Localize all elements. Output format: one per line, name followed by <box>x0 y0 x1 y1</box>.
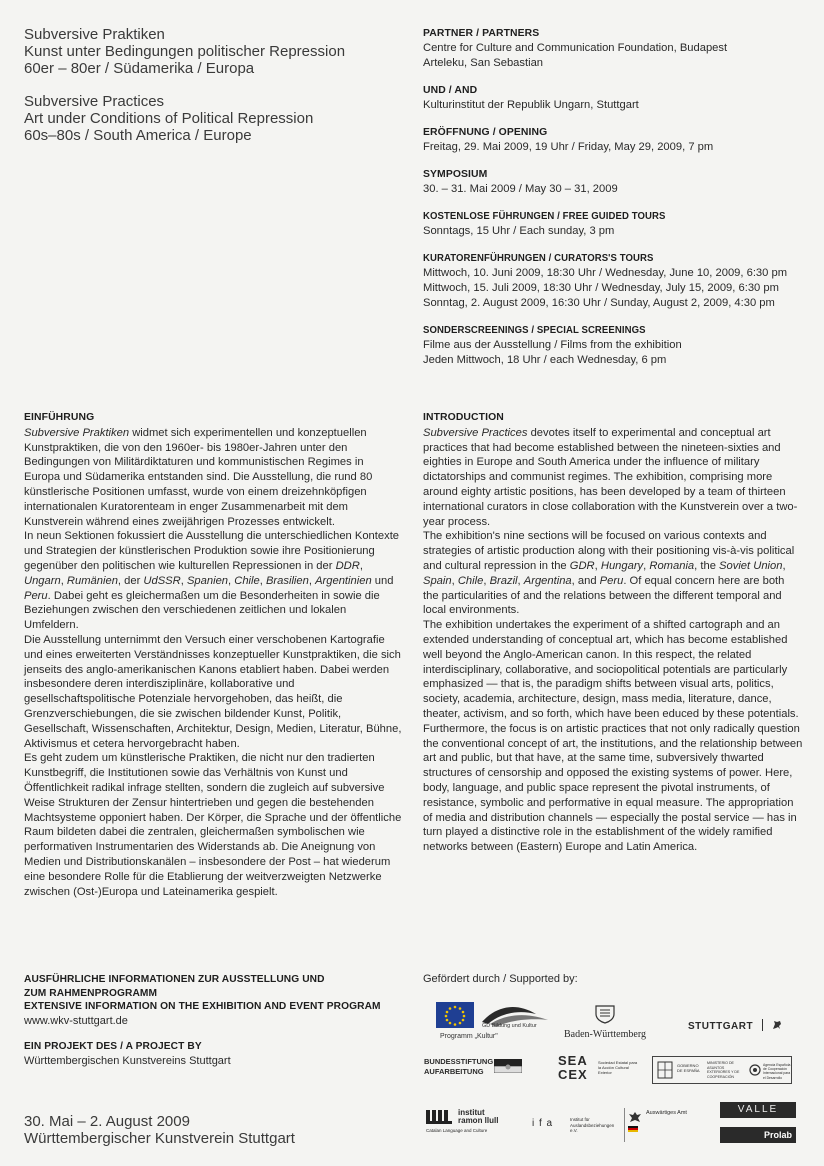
bundesstiftung-line-2: AUFARBEITUNG <box>424 1067 484 1076</box>
paragraph-text: . Of equal concern here are both the particularities of and the relations between the different temporal and local environments. <box>423 574 785 617</box>
paragraph-text: The exhibition's nine sections will be focused on various contexts and strategies of artistic production along with their positioning vis-à-vis political and cultural repression in the <box>423 530 795 572</box>
info-line: Sonntag, 2. August 2009, 16:30 Uhr / Sunday, August 2, 2009, 4:30 pm <box>423 297 775 309</box>
intro-en-paragraph-4: Furthermore, the focus is on artistic practices that not only radically question the conventional concept of art, the institutions, and the relationship between art and public, but that have, at the same time, subversively thwarted structures of censorship and opposed the existing systems of power. Here, body, language, and public space represent the pivotal instruments, of resistance, symbolic and performative in equal measure. The appropriation of media and distribution channels — especially the postal service — has in turn played a distinctive role in the establishment of the widely ramified networks between (Eastern) Europe and Latin America. <box>423 722 803 854</box>
title-en-line-1: Subversive Practices <box>24 93 165 110</box>
more-information-block <box>24 973 404 1068</box>
eagle-icon <box>628 1111 642 1125</box>
separator: , <box>308 574 316 587</box>
introduction-english <box>423 411 803 855</box>
llull-line-2: ramon llull <box>458 1116 499 1125</box>
intro-heading-de: EINFÜHRUNG <box>24 412 95 423</box>
info-line: Mittwoch, 10. Juni 2009, 18:30 Uhr / Wednesday, June 10, 2009, 6:30 pm <box>423 267 788 279</box>
exhibition-name-italic: Subversive Praktiken <box>24 426 130 439</box>
title-de-line-2: Kunst unter Bedingungen politischer Repression <box>24 43 346 60</box>
exhibition-dates: 30. Mai – 2. August 2009 <box>24 1113 190 1130</box>
country-name: GDR <box>569 559 595 572</box>
section-heading: ERÖFFNUNG / OPENING <box>423 127 548 138</box>
auswaertiges-label: Auswärtiges Amt <box>646 1110 687 1116</box>
info-line: Arteleku, San Sebastian <box>423 57 544 69</box>
country-name: Spanien <box>186 574 229 587</box>
gobierno-label: GOBIERNO DE ESPAÑA <box>677 1063 700 1073</box>
country-name: Brazil <box>489 574 518 587</box>
section-heading: KOSTENLOSE FÜHRUNGEN / FREE GUIDED TOURS <box>423 211 666 222</box>
separator: , <box>643 559 650 572</box>
paragraph-text: In neun Sektionen fokussiert die Ausstellung die unterschiedlichen Kontexte und Strategien der künstlerischen Produktion sowie ihre Positionierung gegenüber den politischen wie kulturellen Repressionen in der <box>24 530 400 572</box>
spanish-coat-of-arms-icon <box>656 1060 674 1080</box>
supported-by-label: Gefördert durch / Supported by: <box>423 973 578 985</box>
prolab-logo: Prolab <box>720 1127 796 1143</box>
separator: , <box>517 574 524 587</box>
info-line: Freitag, 29. Mai 2009, 19 Uhr / Friday, May 29, 2009, 7 pm <box>423 141 714 153</box>
separator: , <box>594 559 601 572</box>
bundesstiftung-line-1: BUNDESSTIFTUNG <box>424 1057 494 1066</box>
separator: , <box>180 574 187 587</box>
country-name: DDR <box>335 559 360 572</box>
partners-section <box>423 26 813 71</box>
baden-wuerttemberg-logo <box>560 1004 650 1040</box>
separator: , <box>451 574 458 587</box>
info-line: Centre for Culture and Communication Foundation, Budapest <box>423 42 728 54</box>
symposium-section <box>423 167 813 197</box>
separator: , der <box>117 574 144 587</box>
more-info-heading-1: AUSFÜHRLICHE INFORMATIONEN ZUR AUSSTELLUNG UND <box>24 974 325 985</box>
introduction-german <box>24 411 402 899</box>
info-line: Filme aus der Ausstellung / Films from the exhibition <box>423 339 682 351</box>
info-line: Mittwoch, 15. Juli 2009, 18:30 Uhr / Wednesday, July 15, 2009, 6:30 pm <box>423 282 779 294</box>
project-organizer: Württembergischen Kunstvereins Stuttgart <box>24 1054 231 1067</box>
llull-caption: Catalan Language and Culture <box>426 1128 488 1133</box>
and-section <box>423 83 813 113</box>
info-line: Sonntags, 15 Uhr / Each sunday, 3 pm <box>423 225 615 237</box>
more-info-heading-2: ZUM RAHMENPROGRAMM <box>24 987 158 999</box>
bw-label: Baden-Württemberg <box>563 1029 646 1040</box>
separator: , <box>782 559 786 572</box>
separator: , <box>259 574 266 587</box>
country-name: Peru <box>24 589 48 602</box>
ifa-caption: Institut für Auslandsbeziehungen e.V. <box>570 1117 615 1133</box>
info-line: Kulturinstitut der Republik Ungarn, Stuttgart <box>423 99 639 111</box>
section-heading: SYMPOSIUM <box>423 169 488 180</box>
ramon-llull-logo <box>426 1108 526 1144</box>
country-name: Ungarn <box>24 574 61 587</box>
website-link[interactable]: www.wkv-stuttgart.de <box>24 1014 128 1027</box>
section-heading: SONDERSCREENINGS / SPECIAL SCREENINGS <box>423 325 646 336</box>
country-name: Romania <box>649 559 695 572</box>
separator: , <box>228 574 235 587</box>
country-name: Rumänien <box>66 574 118 587</box>
aecid-icon <box>749 1064 761 1076</box>
horse-icon <box>771 1019 783 1031</box>
divider <box>624 1108 625 1142</box>
paragraph-text: devotes itself to experimental and conceptual art practices that had become established between the nineteen-sixties and eighties in Europe and South America under the influence of military dictatorships and communist regimes. The exhibition, comprising more around eighty artistic positions, has been developed by a team of thirteen international curators in close collaboration with the Kunstverein over a two-year process. <box>423 426 798 528</box>
intro-en-paragraph-2 <box>423 529 803 618</box>
paragraph-text: widmet sich experimentellen und konzeptuellen Kunstpraktiken, die von den 1960er- bis 1980er-Jahren unter den Bedingungen von Militärdiktaturen und kommunistischen Regimes in Europa und Südamerika entstanden sind. Die Ausstellung, die rund 80 künstlerische Positionen umfasst, wurde von einem dreizehnköpfigen internationalen Kuratorenteam in enger Zusammenarbeit mit dem Kunstverein während eines zweijährigen Prozesses entwickelt. <box>24 426 373 528</box>
coat-of-arms-icon <box>593 1004 617 1024</box>
separator: , <box>60 574 67 587</box>
title-de-line-3: 60er – 80er / Südamerika / Europa <box>24 60 255 77</box>
aecid-label: Agencia Española de Cooperación Internacional para el Desarrollo <box>763 1063 791 1080</box>
intro-de-paragraph-4: Es geht zudem um künstlerische Praktiken, die nicht nur den tradierten Kunstbegriff, die Institutionen sowie das Verhältnis von Kunst und Öffentlichkeit radikal infrage stellten, sondern die zugleich auf subversive Weise Strukturen der Zensur hintertrieben und gegen die bestehenden Machtsysteme opponiert haben. Der Körper, die Sprache und der öffentliche Raum bildeten dabei die zentralen, gleichermaßen symbolischen wie performativen Instrumentarien des Widerstands ab. Die Aneignung von Medien und Distributionskanälen – insbesondere der Post – hat wiederum eine besondere Rolle für die Etablierung der weitverzweigten Netzwerke zwischen (Ost-)Europa und Lateinamerika gespielt. <box>24 752 402 898</box>
valle-logo: VALLE <box>720 1102 796 1118</box>
info-line: Jeden Mittwoch, 18 Uhr / each Wednesday, 6 pm <box>423 354 667 366</box>
exhibition-venue: Württembergischer Kunstverein Stuttgart <box>24 1130 295 1147</box>
section-heading: KURATORENFÜHRUNGEN / CURATORS'S TOURS <box>423 253 654 264</box>
separator: , <box>483 574 490 587</box>
seacex-caption: Sociedad Estatal para la Acción Cultural Exterior <box>598 1060 638 1075</box>
exhibition-name-italic: Subversive Practices <box>423 426 528 439</box>
eu-caption: Programm „Kultur" <box>440 1033 498 1040</box>
bundesstiftung-mark-icon <box>494 1059 522 1073</box>
seacex-line-1: SEA <box>558 1053 588 1068</box>
more-info-heading-3: EXTENSIVE INFORMATION ON THE EXHIBITION AND EVENT PROGRAM <box>24 1001 381 1012</box>
country-name: Argentina <box>523 574 572 587</box>
info-line: 30. – 31. Mai 2009 / May 30 – 31, 2009 <box>423 183 618 195</box>
bundesstiftung-logo <box>424 1057 524 1083</box>
intro-heading-en: INTRODUCTION <box>423 412 504 423</box>
stuttgart-logo <box>688 1016 788 1036</box>
section-heading: PARTNER / PARTNERS <box>423 28 540 39</box>
intro-de-paragraph-2 <box>24 529 402 633</box>
separator: , and <box>571 574 600 587</box>
intro-en-paragraph-3: The exhibition undertakes the experiment of a shifted cartograph and an extended understanding of conceptual art, which has become established well beyond the Anglo-American canon. In this respect, the related interdisciplinary, collaborative, and sociopolitical potentials are particularly emphasized — that is, the paradigm shifts between visual arts, politics, society, academia, architecture, design, mass media, literature, dance, theater, activism, and so forth, which have been educed by these potentials. <box>423 619 799 720</box>
german-flag-icon <box>628 1126 638 1132</box>
ministerio-label: MINISTERIO DE ASUNTOS EXTERIORES Y DE COOPERACIÓN <box>707 1061 740 1079</box>
footer-dates-venue <box>24 1113 404 1147</box>
title-de-line-1: Subversive Praktiken <box>24 26 165 43</box>
ifa-logo <box>532 1116 622 1140</box>
intro-de-paragraph-3: Die Ausstellung unternimmt den Versuch einer verschobenen Kartografie und eines erweiterten Verständnisses konzeptueller Kunstpraktiken, die sich jenseits des anglo-amerikanischen Kanons etabliert haben. Dabei werden insbesondere deren interdisziplinäre, kollaborative und gesellschaftspolitische Potenziale hervorgehoben, das heißt, die Grenzverschiebungen, die sie zwischen bildender Kunst, Politik, Gesellschaft, Wissenschaften, Architektur, Design, Medien, Literatur, Bühne, Aktivismus et cetera hervorgebracht haben. <box>24 633 402 750</box>
auswaertiges-amt-logo <box>624 1108 710 1144</box>
country-name: Argentinien <box>315 574 372 587</box>
opening-section <box>423 125 813 155</box>
project-heading: EIN PROJEKT DES / A PROJECT BY <box>24 1041 202 1052</box>
title-en-line-3: 60s–80s / South America / Europe <box>24 127 252 144</box>
curators-tours-section <box>423 251 813 311</box>
intro-en-paragraph-1 <box>423 426 803 530</box>
seacex-line-2: CEX <box>558 1067 588 1082</box>
title-en-line-2: Art under Conditions of Political Repression <box>24 110 314 127</box>
special-screenings-section <box>423 323 813 368</box>
country-name: Hungary <box>600 559 644 572</box>
exhibition-title-block <box>24 26 404 144</box>
eu-sub-caption: GD Bildung und Kultur <box>482 1023 537 1029</box>
ifa-label: i f a <box>532 1118 554 1129</box>
country-name: Chile <box>457 574 484 587</box>
country-name: Brasilien <box>265 574 309 587</box>
spanish-government-logo <box>652 1056 792 1084</box>
stuttgart-label: STUTTGART <box>688 1021 754 1032</box>
intro-de-paragraph-1 <box>24 426 402 530</box>
guided-tours-section <box>423 209 813 239</box>
country-name: UdSSR <box>143 574 181 587</box>
separator: , <box>359 559 363 572</box>
seacex-logo <box>558 1054 638 1086</box>
country-name: Chile <box>234 574 260 587</box>
country-name: Soviet Union <box>719 559 783 572</box>
paragraph-text: . Dabei geht es gleichermaßen um die Besonderheiten in sowie die Beziehungen zwischen den verschiedenen zeitlichen und lokalen Umfeldern. <box>24 589 380 632</box>
eu-culture-logo <box>436 1000 556 1044</box>
separator: , the <box>694 559 720 572</box>
divider <box>762 1019 763 1031</box>
separator: und <box>371 574 394 587</box>
llull-mark-icon <box>426 1110 454 1124</box>
event-info-column <box>423 26 813 380</box>
country-name: Spain <box>423 574 452 587</box>
country-name: Peru <box>599 574 624 587</box>
llull-line-1: institut <box>458 1108 485 1117</box>
section-heading: UND / AND <box>423 85 478 96</box>
